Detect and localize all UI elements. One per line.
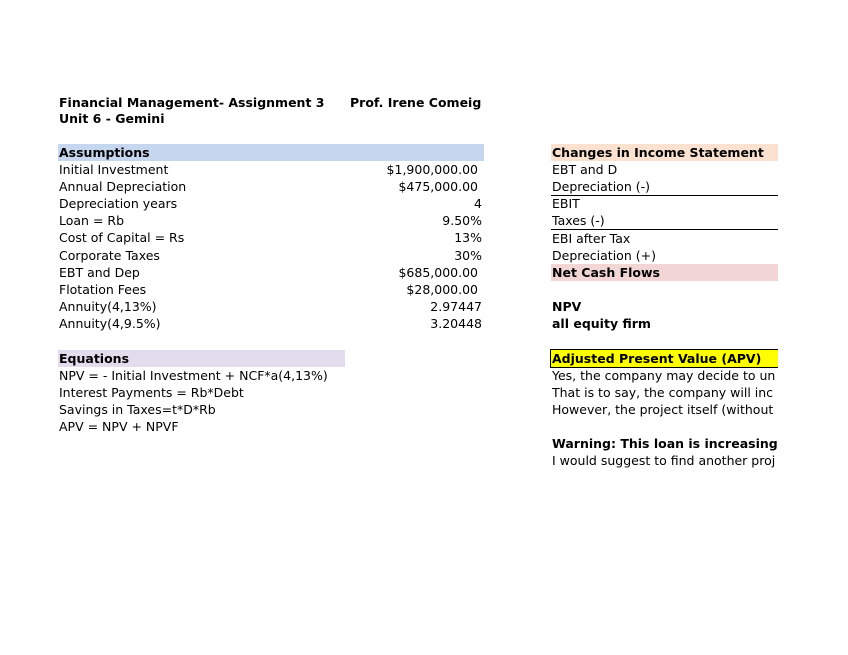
assumption-value: 30% xyxy=(454,248,482,263)
warning-text: I would suggest to find another proj xyxy=(552,453,776,468)
income-row-label: EBI after Tax xyxy=(552,231,631,246)
assumption-value: $685,000.00 xyxy=(398,265,478,280)
assumption-label: Initial Investment xyxy=(59,162,169,177)
assumption-label: Annuity(4,9.5%) xyxy=(59,316,161,331)
assumption-value: $1,900,000.00 xyxy=(386,162,478,177)
apv-text-line: Yes, the company may decide to un xyxy=(552,368,776,383)
assumption-value: 3.20448 xyxy=(430,316,482,331)
assumption-label: EBT and Dep xyxy=(59,265,140,280)
income-row-label: Depreciation (+) xyxy=(551,247,778,265)
apv-header: Adjusted Present Value (APV) xyxy=(550,349,778,368)
assumption-value: 9.50% xyxy=(442,213,482,228)
professor-name: Prof. Irene Comeig xyxy=(350,95,482,110)
assumption-label: Corporate Taxes xyxy=(59,248,160,263)
assumption-label: Cost of Capital = Rs xyxy=(59,230,185,245)
net-cash-flows-label: Net Cash Flows xyxy=(551,264,778,281)
assumption-value: $475,000.00 xyxy=(398,179,478,194)
apv-text-line: However, the project itself (without xyxy=(552,402,774,417)
apv-text-line: That is to say, the company will inc xyxy=(552,385,774,400)
assumption-value: 4 xyxy=(474,196,482,211)
assumption-label: Loan = Rb xyxy=(59,213,125,228)
equation-line: Interest Payments = Rb*Debt xyxy=(59,385,244,400)
income-row-label: EBT and D xyxy=(552,162,618,177)
assumption-label: Depreciation years xyxy=(59,196,178,211)
income-row-label: EBIT xyxy=(552,196,580,211)
assumptions-header: Assumptions xyxy=(58,144,484,161)
equation-line: Savings in Taxes=t*D*Rb xyxy=(59,402,216,417)
assignment-title: Financial Management- Assignment 3 xyxy=(59,95,325,110)
npv-sublabel: all equity firm xyxy=(552,316,651,331)
equation-line: APV = NPV + NPVF xyxy=(59,419,179,434)
assumption-label: Annual Depreciation xyxy=(59,179,187,194)
equations-header: Equations xyxy=(58,350,345,367)
assumption-value: 2.97447 xyxy=(430,299,482,314)
warning-title: Warning: This loan is increasing xyxy=(552,436,778,451)
npv-label: NPV xyxy=(552,299,582,314)
unit-title: Unit 6 - Gemini xyxy=(59,111,165,126)
income-statement-header: Changes in Income Statement xyxy=(551,144,778,161)
assumption-label: Flotation Fees xyxy=(59,282,147,297)
income-row-label: Depreciation (-) xyxy=(551,178,778,196)
assumption-value: 13% xyxy=(454,230,482,245)
income-row-label: Taxes (-) xyxy=(551,212,778,230)
assumption-value: $28,000.00 xyxy=(406,282,478,297)
assumption-label: Annuity(4,13%) xyxy=(59,299,157,314)
equation-line: NPV = - Initial Investment + NCF*a(4,13%) xyxy=(59,368,328,383)
